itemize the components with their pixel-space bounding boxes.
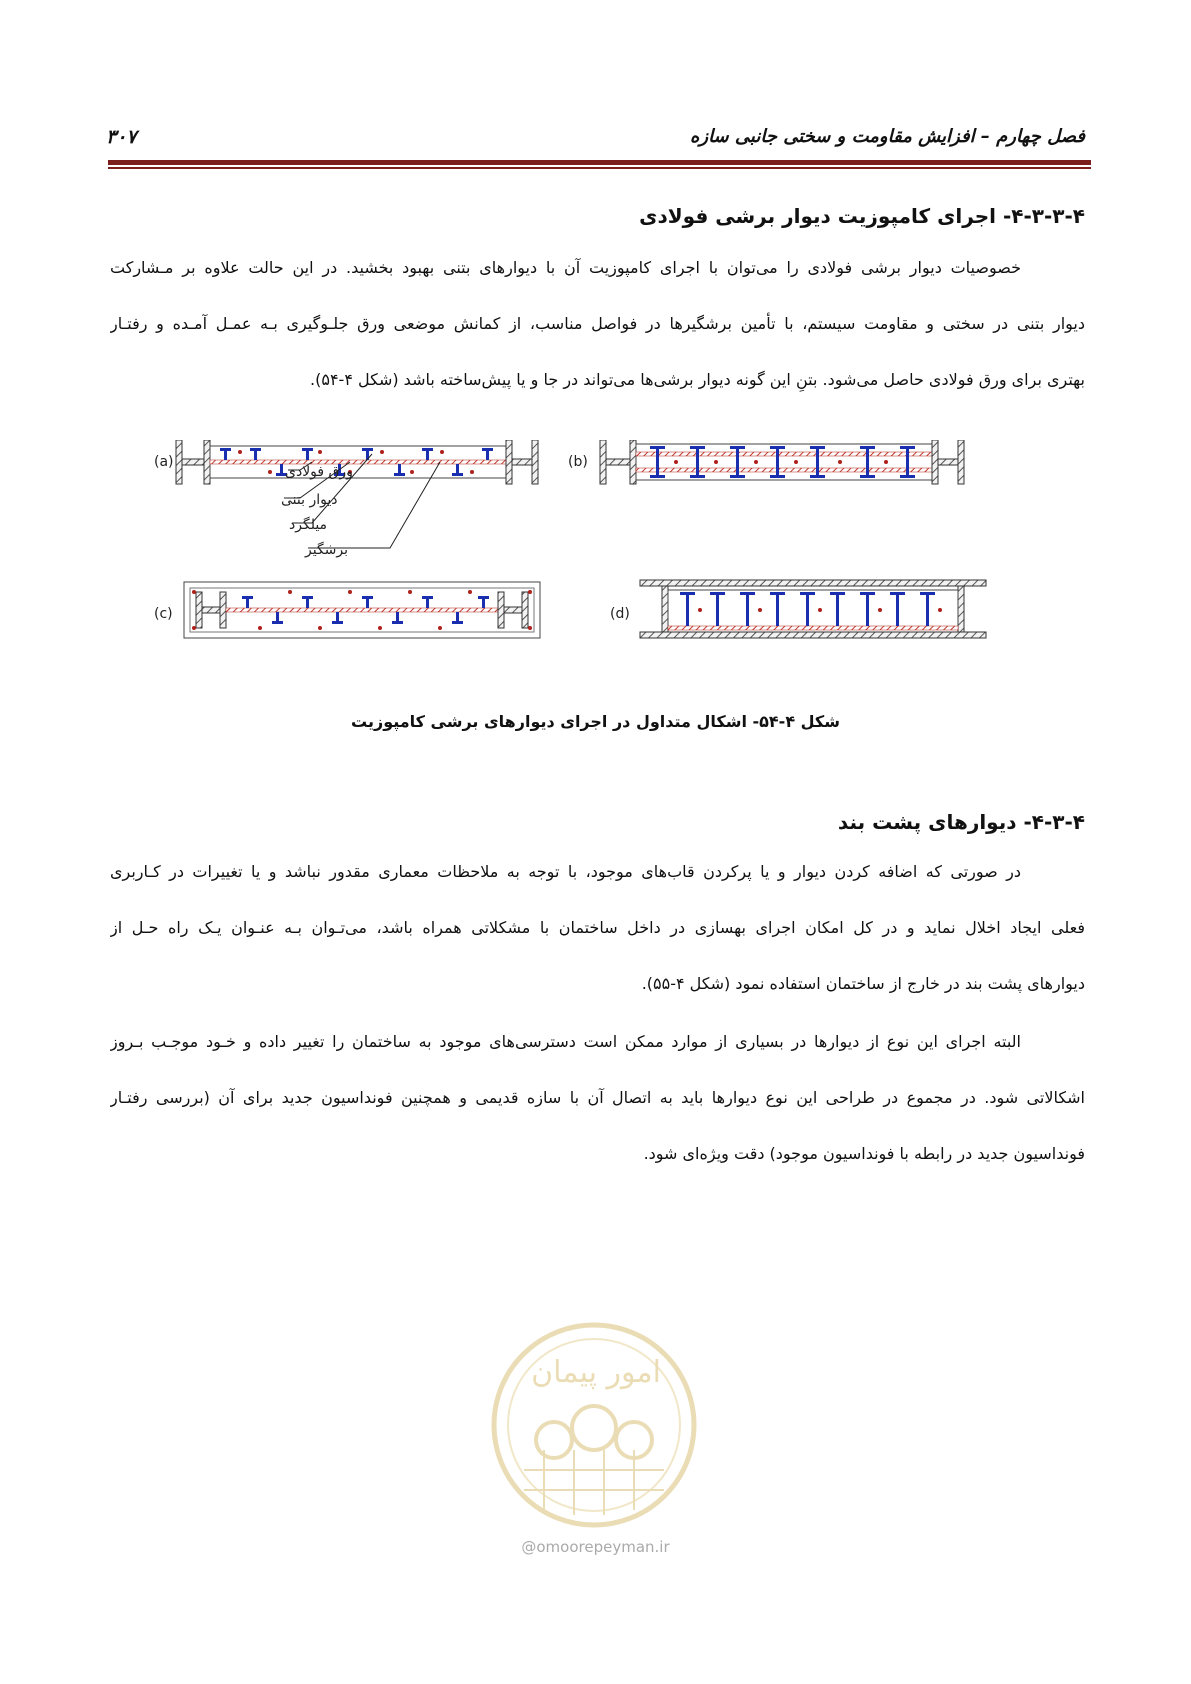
paragraph-line: فعلی ایجاد اخلال نماید و در کل امکان اجرای بهسازی در داخل ساختمان با مشکلاتی همراه باشد، می‌تـوان بـه عنـوان یـک راه حـل از [110, 918, 1085, 937]
composite-wall-figure [150, 440, 1060, 680]
panel-label-d: (d) [610, 606, 630, 622]
panel-b-diagram [568, 440, 964, 484]
watermark-logo-text: امور پیمان [531, 1355, 661, 1390]
paragraph-line: خصوصیات دیوار برشی فولادی را می‌توان با اجرای کامپوزیت آن با دیوارهای بتنی بهبود بخشید. در این حالت علاوه بر مـشارکت [110, 258, 1021, 277]
header-rule-thick [108, 160, 1091, 165]
callout-steel-plate: ورق فولادی [285, 464, 353, 480]
figure-caption: شکل ۴-۵۴- اشکال متداول در اجرای دیوارهای برشی کامپوزیت [351, 712, 840, 731]
paragraph-line: دیوارهای پشت بند در خارج از ساختمان استفاده نمود (شکل ۴-۵۵). [641, 974, 1085, 993]
paragraph-line: در صورتی که اضافه کردن دیوار و یا پرکردن قاب‌های موجود، با توجه به ملاحظات معماری مقدور نباشد و یا تغییرات در کـاربری [110, 862, 1021, 881]
panel-label-b: (b) [568, 454, 588, 470]
section2-paragraph-1 [110, 852, 1085, 1020]
panel-a-diagram [154, 440, 538, 558]
paragraph-line: اشکالاتی شود. در مجموع در طراحی این نوع دیوارها باید به اتصال آن با سازه قدیمی و همچنین فونداسیون جدید برای آن (بررسی رفتـار [110, 1088, 1085, 1107]
watermark-url: @omoorepeyman.ir [521, 1538, 670, 1556]
panel-label-c: (c) [154, 606, 173, 622]
section-heading-buttress-walls: ۴-۳-۴- دیوارهای پشت بند [837, 810, 1085, 834]
watermark-logo [484, 1300, 704, 1550]
paragraph-line: فونداسیون جدید در رابطه با فونداسیون موجود) دقت ویژه‌ای شود. [643, 1144, 1085, 1163]
section1-paragraph [110, 248, 1085, 416]
section2-paragraph-2 [110, 1022, 1085, 1190]
page-number: ۳۰۷ [106, 126, 137, 148]
chapter-title: فصل چهارم – افزایش مقاومت و سختی جانبی سازه [689, 126, 1085, 147]
panel-d-diagram [610, 580, 986, 638]
callout-concrete-wall: دیوار بتنی [281, 492, 338, 508]
section-heading-composite-wall: ۴-۳-۳-۴- اجرای کامپوزیت دیوار برشی فولادی [639, 204, 1085, 228]
header-rule-thin [108, 167, 1091, 169]
paragraph-line: دیوار بتنی در سختی و مقاومت سیستم، با تأمین برشگیرها در فواصل مناسب، از کمانش موضعی ورق جلـوگیری بـه عمـل آمـده و رفتـار [110, 314, 1085, 333]
callout-rebar: میلگرد [289, 517, 328, 533]
panel-label-a: (a) [154, 454, 174, 470]
paragraph-line: بهتری برای ورق فولادی حاصل می‌شود. بتنِ این گونه دیوار برشی‌ها می‌تواند در جا و یا پیش‌ساخته باشد (شکل ۴-۵۴). [310, 370, 1085, 389]
paragraph-line: البته اجرای این نوع از دیوارها در بسیاری از موارد ممکن است دسترسی‌های موجود به ساختمان را تغییر داده و خـود موجـب بـروز [110, 1032, 1021, 1051]
callout-shear-stud: برشگیر [305, 542, 349, 558]
panel-c-diagram [154, 582, 540, 638]
